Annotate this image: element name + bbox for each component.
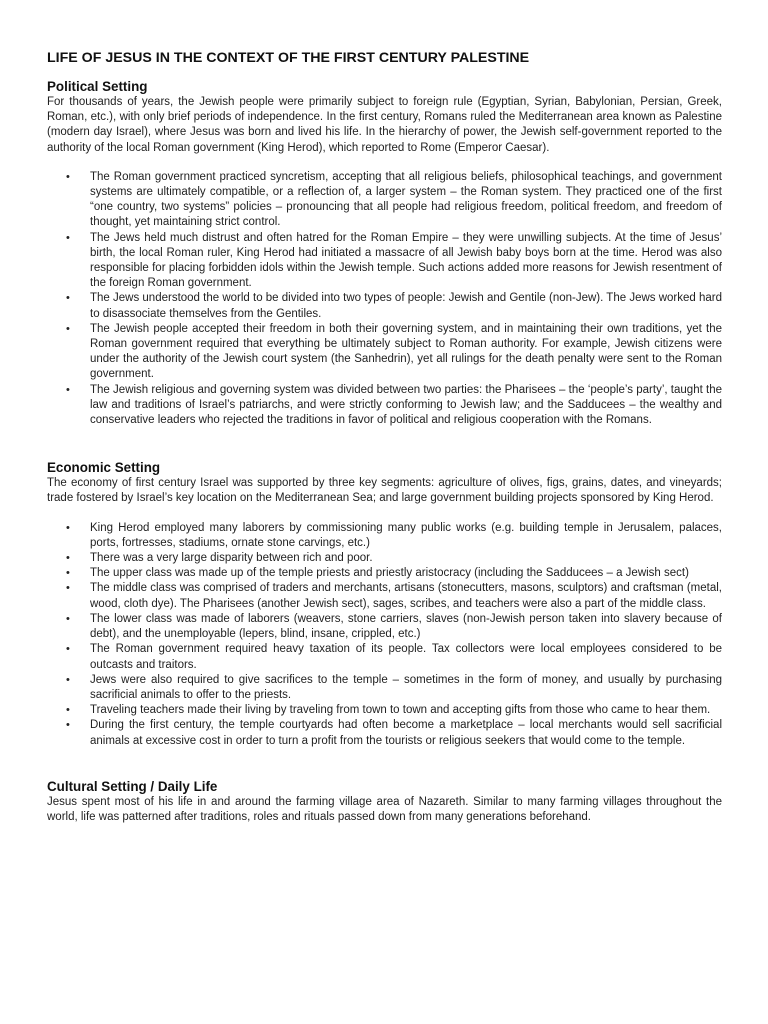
bullet-icon: • [66, 612, 70, 625]
list-item-text: King Herod employed many laborers by commissioning many public works (e.g. building temple in Jerusalem, palaces, ports, fortresses, stadiums, ornate stone carvings, etc.) [90, 521, 722, 549]
section-paragraph: For thousands of years, the Jewish people were primarily subject to foreign rule (Egyptian, Syrian, Babylonian, Persian, Greek, Roman, etc.), with only brief periods of independence. In the first century, Romans ruled the Mediterranean area known as Palestine (modern day Israel), where Jesus was born and lived his life. In the hierarchy of power, the Jewish self-government reported to the authority of the local Roman government (King Herod), which reported to Rome (Emperor Caesar). [47, 96, 722, 154]
section-paragraph: Jesus spent most of his life in and around the farming village area of Nazareth. Similar to many farming villages throughout the world, life was patterned after traditions, roles and rituals passed down from many generations beforehand. [47, 795, 722, 823]
list-item [66, 718, 722, 748]
list-item [66, 521, 722, 551]
list-item [66, 703, 722, 718]
section-heading: Economic Setting [47, 460, 161, 476]
bullet-icon: • [66, 582, 70, 595]
list-item-text: Traveling teachers made their living by traveling from town to town and accepting gifts from those who came to hear them. [90, 704, 711, 717]
list-item [66, 322, 722, 383]
list-item-text: The Jewish people accepted their freedom in both their governing system, and in maintaining their own traditions, yet the Roman government required that everything be ultimately subject to Roman authority. For example, Jewish citizens were under the authority of the Jewish court system (the Sanhedrin), yet all rulings for the death penalty were sent to the Roman government. [90, 322, 722, 381]
list-item [66, 170, 722, 231]
bullet-icon: • [66, 383, 70, 396]
list-item [66, 642, 722, 672]
bullet-icon: • [66, 521, 70, 534]
list-item [66, 291, 722, 321]
list-item-text: Jews were also required to give sacrifices to the temple – sometimes in the form of money, and usually by purchasing sacrificial animals to offer to the priests. [90, 673, 722, 701]
list-item-text: The Roman government practiced syncretism, accepting that all religious beliefs, philosophical teachings, and government systems are ultimately compatible, or a reflection of, a larger system – the Roman system. They practiced one of the first “one country, two systems” policies – pronouncing that all people had religious freedom, political freedom, and freedom of thought, yet maintaining strict control. [90, 170, 722, 229]
list-item-text: There was a very large disparity between rich and poor. [90, 552, 373, 565]
list-item-text: The Jews understood the world to be divided into two types of people: Jewish and Gentile (non-Jew). The Jews worked hard to disassociate themselves from the Gentiles. [90, 292, 722, 320]
section-heading: Cultural Setting / Daily Life [47, 778, 218, 794]
economic-setting-section [47, 460, 722, 748]
list-item-text: The upper class was made up of the temple priests and priestly aristocracy (including the Sadducees – a Jewish sect) [90, 567, 689, 580]
section-heading: Political Setting [47, 79, 148, 94]
bullet-icon: • [66, 643, 70, 656]
list-item [66, 612, 722, 642]
bullet-icon: • [66, 552, 70, 565]
bullet-icon: • [66, 170, 70, 183]
document-title: LIFE OF JESUS IN THE CONTEXT OF THE FIRST CENTURY PALESTINE [47, 50, 530, 66]
cultural-setting-section [47, 779, 722, 825]
list-item [66, 566, 722, 581]
list-item-text: The Roman government required heavy taxation of its people. Tax collectors were local employees considered to be outcasts and traitors. [90, 643, 722, 671]
bullet-icon: • [66, 704, 70, 717]
bullet-icon: • [66, 292, 70, 305]
list-item [66, 383, 722, 429]
list-item-text: The lower class was made of laborers (weavers, stone carriers, slaves (non-Jewish person taken into slavery because of debt), and the unemployable (lepers, blind, insane, crippled, etc.) [90, 612, 722, 641]
bullet-icon: • [66, 673, 70, 686]
bullet-icon: • [66, 567, 70, 580]
bullet-icon: • [66, 231, 70, 244]
section-paragraph: The economy of first century Israel was supported by three key segments: agriculture of olives, figs, grains, dates, and vineyards; trade fostered by Israel’s key location on the Mediterranean Sea; and large government building projects sponsored by King Herod. [47, 477, 722, 505]
list-item [66, 231, 722, 292]
political-setting-section [47, 79, 722, 428]
bullet-list [47, 170, 722, 428]
list-item-text: The middle class was comprised of traders and merchants, artisans (stonecutters, masons, sculptors) and craftsman (metal, wood, cloth dye). The Pharisees (another Jewish sect), sages, scribes, and teachers were also a part of the middle class. [90, 582, 722, 610]
list-item-text: During the first century, the temple courtyards had often become a marketplace – local merchants would sell sacrificial animals at excessive cost in order to turn a profit from the tourists or religious seekers that would come to the temple. [90, 719, 722, 747]
list-item [66, 673, 722, 703]
bullet-icon: • [66, 719, 70, 732]
bullet-list [47, 521, 722, 749]
list-item-text: The Jews held much distrust and often hatred for the Roman Empire – they were unwilling subjects. At the time of Jesus’ birth, the local Roman ruler, King Herod had initiated a massacre of all Jewish baby boys born at the time. Herod was also responsible for placing forbidden idols within the Jewish temple. Such actions added more reasons for Jewish resentment of the foreign Roman government. [90, 231, 722, 290]
list-item [66, 551, 722, 566]
list-item-text: The Jewish religious and governing system was divided between two parties: the Pharisees – the ‘people’s party’, taught the law and traditions of Israel’s patriarchs, and were strictly conforming to Jewish law; and the Sadducees – the wealthy and conservative leaders who rejected the traditions in favor of political and religious cooperation with the Romans. [90, 383, 722, 427]
bullet-icon: • [66, 322, 70, 335]
list-item [66, 581, 722, 611]
